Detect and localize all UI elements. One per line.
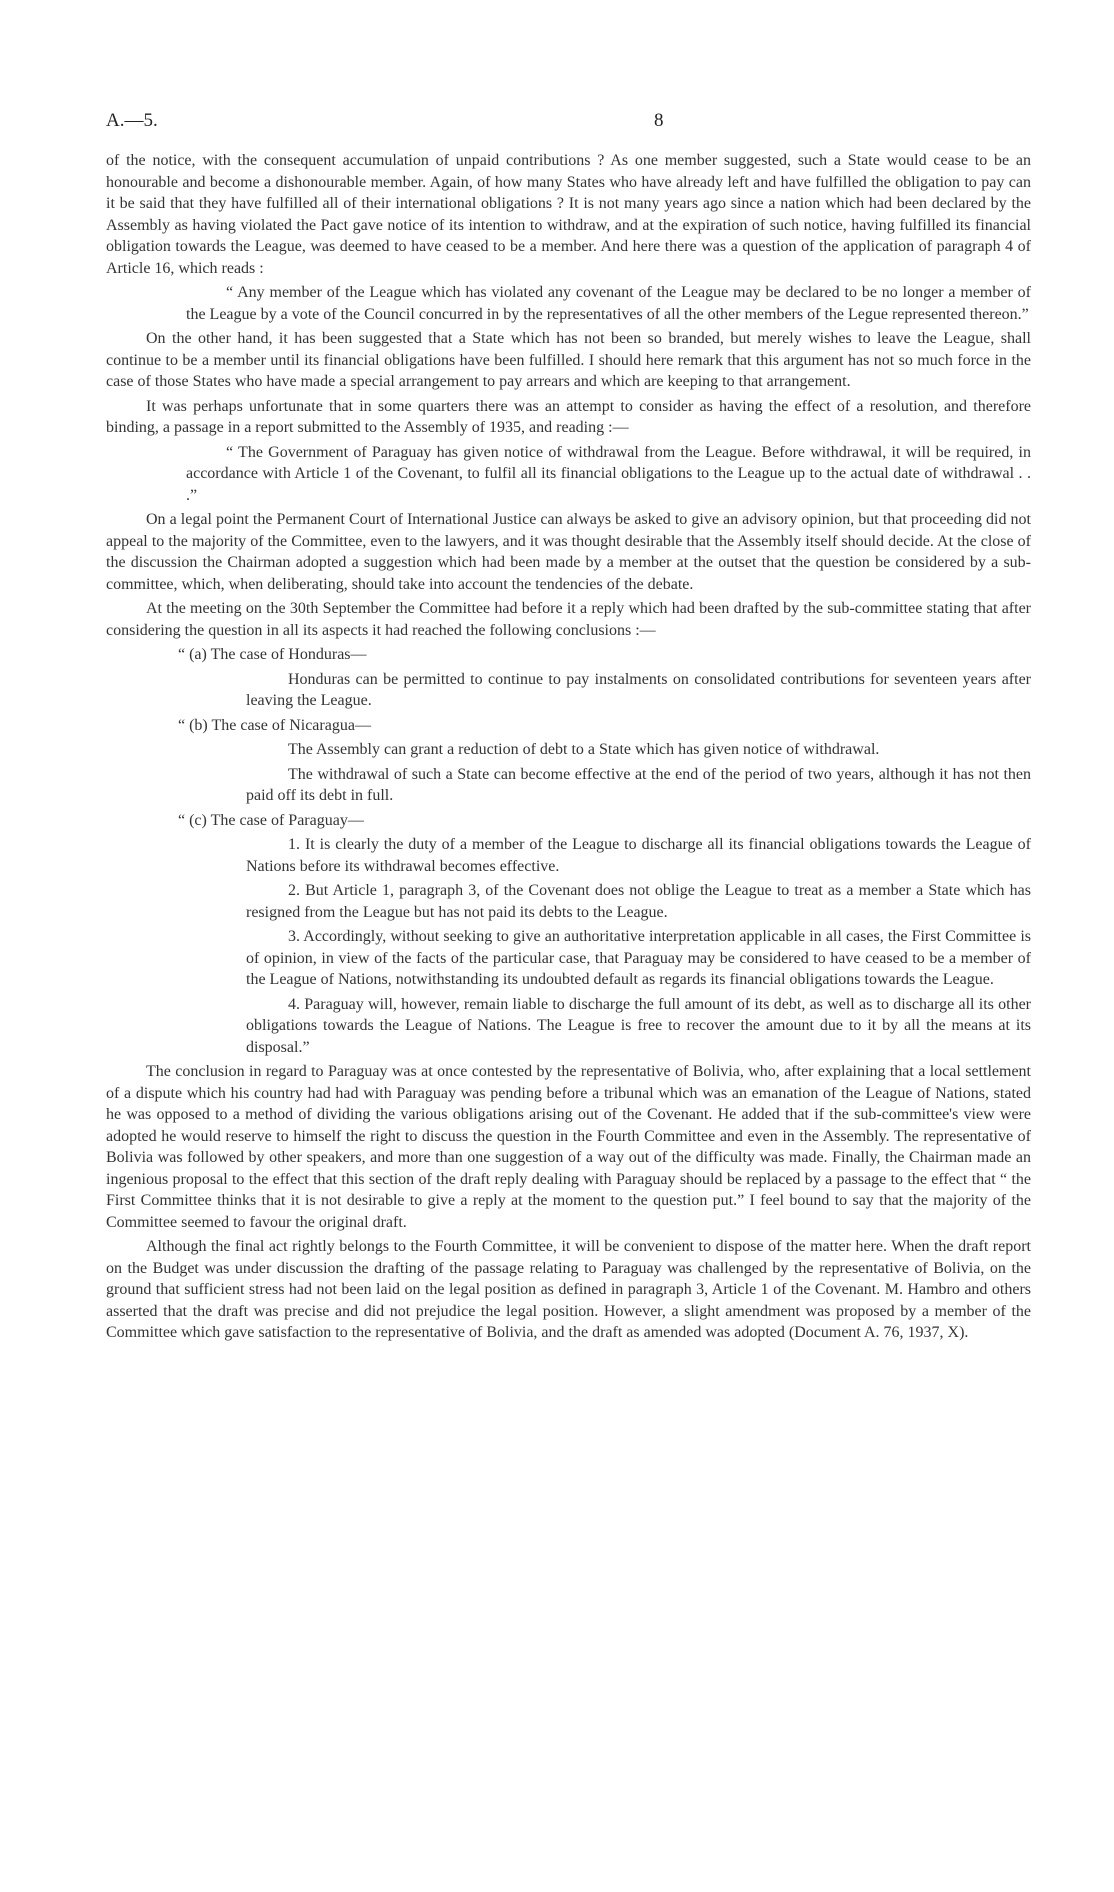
case-text: Honduras can be permitted to continue to pay instalments on consolidated contributions for seventeen years after leaving the League. bbox=[246, 670, 1031, 709]
paragraph: At the meeting on the 30th September the Committee had before it a reply which had been drafted by the sub-committee stating that after considering the question in all its aspects it had reached the following conclusions :— bbox=[106, 600, 1031, 639]
numbered-point: 4. Paraguay will, however, remain liable to discharge the full amount of its debt, as well as to discharge all its other obligations towards the League of Nations. The League is free to recover the amount due to it by all the means at its disposal.” bbox=[246, 995, 1031, 1056]
numbered-point: 3. Accordingly, without seeking to give an authoritative interpretation applicable in all cases, the First Committee is of opinion, in view of the facts of the particular case, that Paraguay may be considered to have ceased to be a member of the League of Nations, notwithstanding its undoubted default as regards its financial obligations towards the League. bbox=[246, 928, 1031, 988]
paragraph: On a legal point the Permanent Court of International Justice can always be asked to give an advisory opinion, but that proceeding did not appeal to the majority of the Committee, even to the lawyers, and it was thought desirable that the Assembly itself should decide. At the close of the discussion the Chairman adopted a suggestion which had been made by a member at the outset that the question be considered by a sub-committee, which, when deliberating, should take into account the tendencies of the debate. bbox=[106, 511, 1031, 593]
case-heading-honduras: “ (a) The case of Honduras— bbox=[178, 646, 367, 663]
case-heading-paraguay: “ (c) The case of Paraguay— bbox=[178, 811, 364, 829]
quote-article-16: “ Any member of the League which has violated any covenant of the League may be declared to be no longer a member of the League by a vote of the Council concurred in by the representatives of all the other members of the Legue represented thereon.” bbox=[186, 284, 1031, 323]
page-number: 8 bbox=[654, 110, 664, 131]
page-header bbox=[106, 110, 1031, 140]
document-reference: A.—5. bbox=[106, 110, 158, 131]
case-text: The Assembly can grant a reduction of debt to a State which has given notice of withdrawal. bbox=[288, 741, 880, 758]
quote-paraguay-notice: “ The Government of Paraguay has given notice of withdrawal from the League. Before withdrawal, it will be required, in accordance with Article 1 of the Covenant, to fulfil all its financial obligations to the League up to the actual date of withdrawal . . .” bbox=[186, 443, 1031, 504]
paragraph: It was perhaps unfortunate that in some quarters there was an attempt to consider as having the effect of a resolution, and therefore binding, a passage in a report submitted to the Assembly of 1935, and reading :— bbox=[106, 397, 1031, 436]
paragraph-continuation: of the notice, with the consequent accumulation of unpaid contributions ? As one member suggested, such a State would cease to be an honourable and become a dishonourable member. Again, of how many States who have already left and have fulfilled the obligation to pay can it be said that they have fulfilled all of their international obligations ? It is not many years ago since a nation which had been declared by the Assembly as having violated the Pact gave notice of its intention to withdraw, and at the expiration of such notice, having fulfilled its financial obligation towards the League, was deemed to have ceased to be a member. And here there was a question of the application of paragraph 4 of Article 16, which reads : bbox=[106, 152, 1031, 277]
case-heading-nicaragua: “ (b) The case of Nicaragua— bbox=[178, 716, 371, 734]
paragraph: The conclusion in regard to Paraguay was at once contested by the representative of Bolivia, who, after explaining that a local settlement of a dispute which his country had had with Paraguay was pending before a tribunal which was an emanation of the League of Nations, stated he was opposed to a method of dividing the various obligations arising out of the Covenant. He added that if the sub-committee's view were adopted he would reserve to himself the right to discuss the question in the Fourth Committee and even in the Assembly. The representative of Bolivia was followed by other speakers, and more than one suggestion of a way out of the difficulty was made. Finally, the Chairman made an ingenious proposal to the effect that this section of the draft reply dealing with Paraguay should be replaced by a passage to the effect that “ the First Committee thinks that it is not desirable to give a reply at the moment to the question put.” I feel bound to say that the majority of the Committee seemed to favour the original draft. bbox=[106, 1063, 1031, 1231]
case-text: The withdrawal of such a State can become effective at the end of the period of two years, although it has not then paid off its debt in full. bbox=[246, 765, 1031, 804]
numbered-point: 2. But Article 1, paragraph 3, of the Covenant does not oblige the League to treat as a member a State which has resigned from the League but has not paid its debts to the League. bbox=[246, 882, 1031, 921]
document-body bbox=[106, 150, 1031, 1347]
paragraph: On the other hand, it has been suggested that a State which has not been so branded, but merely wishes to leave the League, shall continue to be a member until its financial obligations have been fulfilled. I should here remark that this argument has not so much force in the case of those States who have made a special arrangement to pay arrears and which are keeping to that arrangement. bbox=[106, 330, 1031, 390]
numbered-point: 1. It is clearly the duty of a member of the League to discharge all its financial obligations towards the League of Nations before its withdrawal becomes effective. bbox=[246, 836, 1031, 875]
paragraph: Although the final act rightly belongs to the Fourth Committee, it will be convenient to dispose of the matter here. When the draft report on the Budget was under discussion the drafting of the passage relating to Paraguay was challenged by the representative of Bolivia, on the ground that sufficient stress had not been laid on the legal position as defined in paragraph 3, Article 1 of the Covenant. M. Hambro and others asserted that the draft was precise and did not prejudice the legal position. However, a slight amendment was proposed by a member of the Committee which gave satisfaction to the representative of Bolivia, and the draft as amended was adopted (Document A. 76, 1937, X). bbox=[106, 1238, 1031, 1341]
